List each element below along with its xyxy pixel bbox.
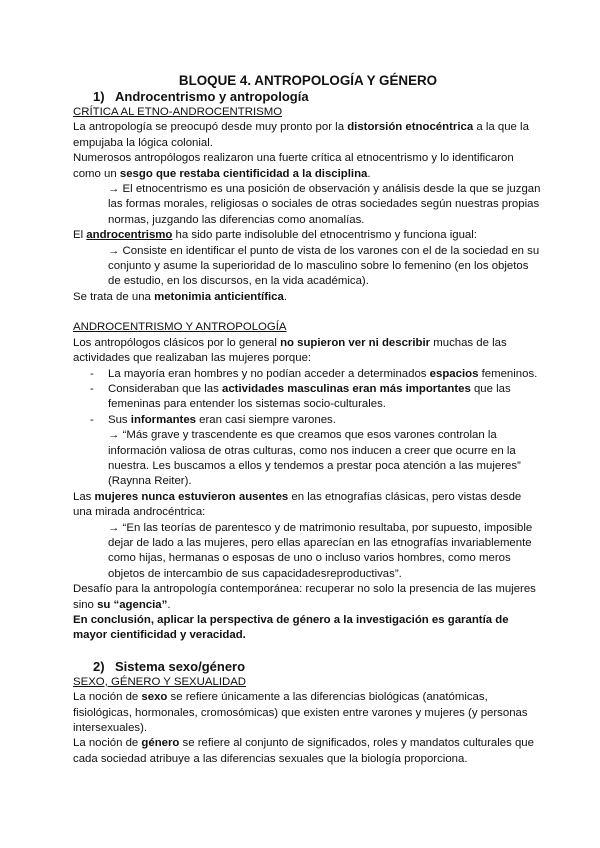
quote-parentesco: → “En las teorías de parentesco y de matrimonio resultaba, por supuesto, imposible dejar de lado a las mujeres, pero ellas aparecían en las etnografías invariablemente como hijas, hermanas o esposas de uno o incluso varios hombres, como meros objetos de intercambio de sus capacidadesreproductivas”. bbox=[108, 521, 533, 580]
paragraph: Se trata de una metonimia anticientífica. bbox=[73, 290, 287, 303]
page-title: BLOQUE 4. ANTROPOLOGÍA Y GÉNERO bbox=[178, 73, 438, 88]
subheading-critica: CRÍTICA AL ETNO-ANDROCENTRISMO bbox=[73, 106, 283, 118]
indented-paragraph: → Consiste en identificar el punto de vista de los varones con el de la sociedad en su conjunto y asume la superioridad de lo masculino sobre lo femenino (en los objetos de estudio, en los discursos, en la vida académica). bbox=[108, 244, 540, 288]
section-1-number: 1) bbox=[93, 89, 105, 104]
section-1-title-text: Androcentrismo y antropología bbox=[115, 89, 309, 104]
section-2-title-text: Sistema sexo/género bbox=[115, 658, 246, 674]
paragraph: Los antropólogos clásicos por lo general no supieron ver ni describir muchas de las actividades que realizaban las mujeres porque: bbox=[73, 336, 507, 365]
list-item: - Sus informantes eran casi siempre varones. bbox=[90, 413, 336, 426]
paragraph: El androcentrismo ha sido parte indisoluble del etnocentrismo y funciona igual: bbox=[73, 229, 477, 242]
list-item: - La mayoría eran hombres y no podían acceder a determinados espacios femeninos. bbox=[90, 367, 538, 380]
paragraph: Desafío para la antropología contemporánea: recuperar no solo la presencia de las mujeres sino su “agencia”. bbox=[73, 583, 536, 611]
section-2-number: 2) bbox=[93, 658, 105, 674]
paragraph: Numerosos antropólogos realizaron una fuerte crítica al etnocentrismo y lo identificaron como un sesgo que restaba cientificidad a la disciplina. bbox=[73, 152, 514, 180]
subheading-sexo-genero: SEXO, GÉNERO Y SEXUALIDAD bbox=[73, 675, 247, 688]
paragraph: La noción de género se refiere al conjunto de significados, roles y mandatos culturales que cada sociedad atribuye a las diferencias sexuales que la biología proporciona. bbox=[73, 737, 534, 765]
paragraph: Las mujeres nunca estuvieron ausentes en las etnografías clásicas, pero vistas desde una mirada androcéntrica: bbox=[73, 490, 522, 519]
paragraph: La noción de sexo se refiere únicamente a las diferencias biológicas (anatómicas, fisiológicas, hormonales, cromosómicas) que existen entre varones y mujeres (y personas intersexuales). bbox=[73, 691, 528, 735]
section-1-title bbox=[93, 89, 543, 105]
paragraph: La antropología se preocupó desde muy pronto por la distorsión etnocéntrica a la que la empujaba la lógica colonial. bbox=[73, 121, 529, 149]
indented-paragraph: → El etnocentrismo es una posición de observación y análisis desde la que se juzgan las formas morales, religiosas o sociales de otras sociedades según nuestras propias normas, juzgando las diferencias como anomalías. bbox=[108, 183, 541, 226]
quote-reiter: → “Más grave y trascendente es que creamos que esos varones controlan la información valiosa de otras culturas, como nos inducen a creer que ocurre en la nuestra. Les buscamos a ellos y tendemos a prestar poca atención a las mujeres” (Raynna Reiter). bbox=[108, 429, 521, 488]
reasons-list bbox=[73, 367, 543, 429]
section-2-title bbox=[93, 659, 543, 675]
conclusion: En conclusión, aplicar la perspectiva de género a la investigación es garantía de mayor cientificidad y veracidad. bbox=[73, 614, 509, 642]
page-content bbox=[73, 73, 543, 767]
subheading-androcentrismo: ANDROCENTRISMO Y ANTROPOLOGÍA bbox=[73, 321, 287, 334]
list-item: - Consideraban que las actividades masculinas eran más importantes que las femeninas para entender los sistemas socio-culturales. bbox=[90, 382, 511, 411]
